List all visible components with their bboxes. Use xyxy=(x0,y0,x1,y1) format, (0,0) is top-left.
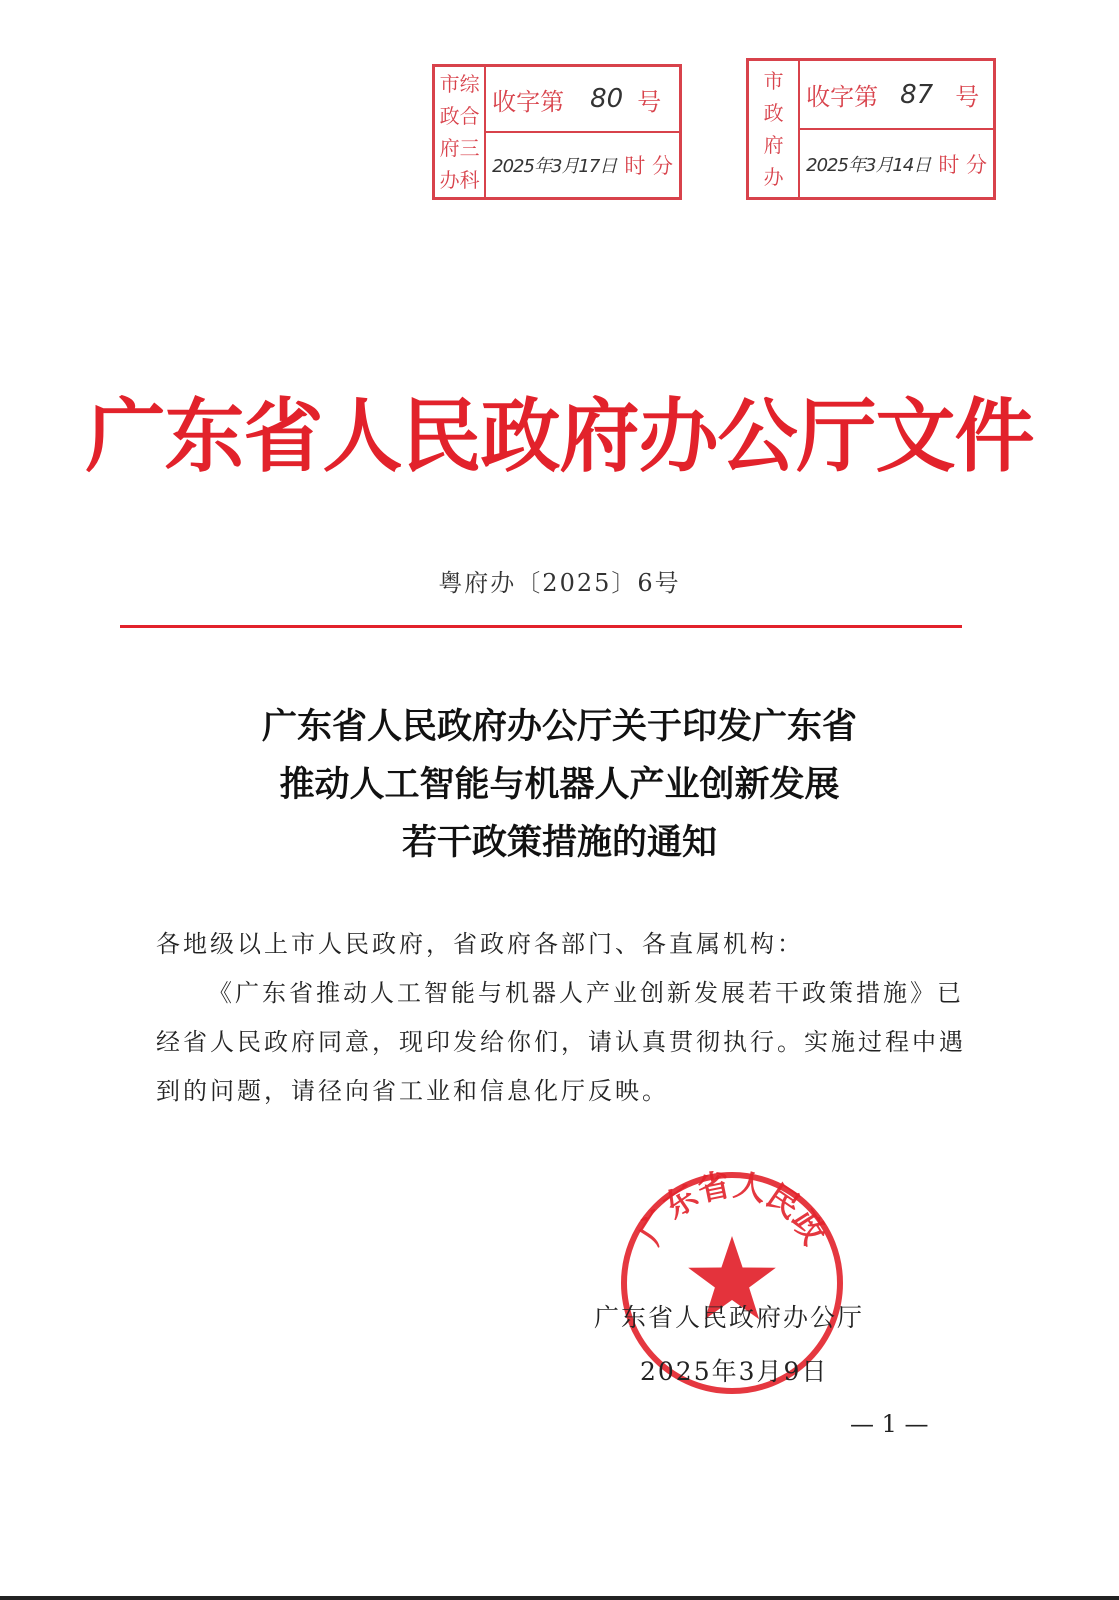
stamp-char: 府 xyxy=(439,136,460,160)
receipt-number-row xyxy=(486,67,679,131)
stamp-char: 政 xyxy=(439,104,460,128)
stamp-char: 市 xyxy=(439,72,460,96)
salutation: 各地级以上市人民政府，省政府各部门、各直属机构： xyxy=(156,930,804,958)
issue-date: 2025年3月9日 xyxy=(640,1357,829,1386)
receipt-stamp-2 xyxy=(746,58,996,200)
receipt-suffix: 号 xyxy=(637,87,662,116)
issuer-name: 广东省人民政府办公厅 xyxy=(594,1303,865,1332)
receipt-suffix: 号 xyxy=(955,83,980,111)
receipt-number: 80 xyxy=(590,84,624,114)
stamp-char: 市 xyxy=(763,69,784,93)
stamp-char: 三 xyxy=(459,136,480,160)
stamp-char: 合 xyxy=(459,104,480,128)
receipt-stamp-1-department xyxy=(435,67,486,197)
receipt-time-label: 时 分 xyxy=(938,152,987,177)
document-header-title: 广东省人民政府办公厅文件 xyxy=(85,389,1034,483)
body-paragraph: 《广东省推动人工智能与机器人产业创新发展若干政策措施》已经省人民政府同意，现印发给你们，请认真贯彻执行。实施过程中遇到的问题，请径向省工业和信息化厅反映。 xyxy=(156,979,966,1105)
receipt-date: 2025年3月14日 xyxy=(806,154,931,176)
seal-text: 广东省人民政 xyxy=(630,1168,834,1251)
stamp-char: 办 xyxy=(439,168,460,192)
stamp-char: 科 xyxy=(459,168,480,192)
receipt-stamp-1 xyxy=(432,64,682,200)
notice-title-line: 广东省人民政府办公厅关于印发广东省 xyxy=(261,706,857,747)
receipt-date-row xyxy=(800,128,993,197)
scan-edge xyxy=(0,1596,1119,1600)
stamp-char: 综 xyxy=(459,72,480,96)
document-body xyxy=(156,920,966,1116)
receipt-time-label: 时 分 xyxy=(624,154,673,178)
stamp-char: 办 xyxy=(763,165,784,189)
receipt-number: 87 xyxy=(900,79,934,110)
stamp-char: 府 xyxy=(763,133,784,157)
page-number: — 1 — xyxy=(850,1410,929,1438)
receipt-prefix: 收字第 xyxy=(806,83,879,111)
stamp-char: 政 xyxy=(763,101,784,125)
notice-title-line: 推动人工智能与机器人产业创新发展 xyxy=(279,764,840,805)
document-number: 粤府办〔2025〕6号 xyxy=(438,569,681,597)
receipt-date: 2025年3月17日 xyxy=(492,156,617,177)
red-divider-line xyxy=(120,625,962,628)
receipt-prefix: 收字第 xyxy=(492,87,565,116)
notice-title xyxy=(0,698,1119,872)
receipt-date-row xyxy=(486,131,679,197)
receipt-stamp-2-department xyxy=(749,61,800,197)
receipt-number-row xyxy=(800,61,993,128)
notice-title-line: 若干政策措施的通知 xyxy=(401,822,717,863)
